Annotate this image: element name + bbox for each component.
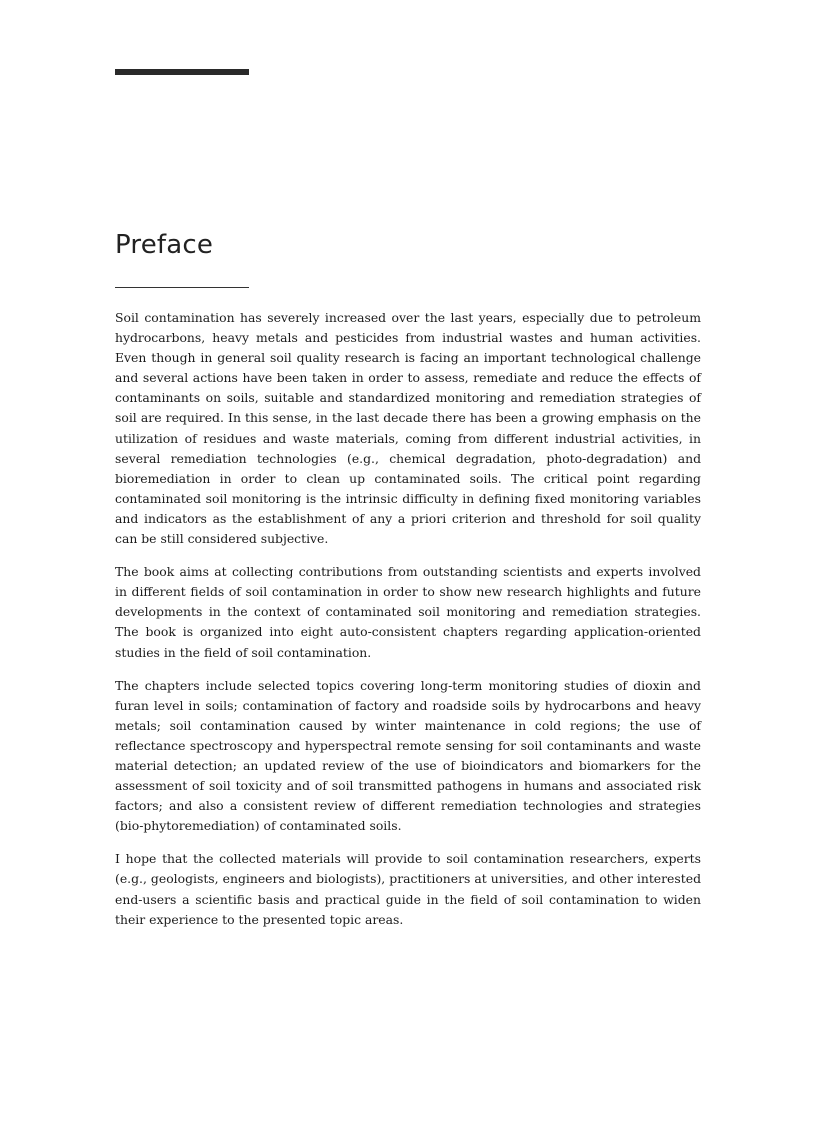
paragraph: The book aims at collecting contributions from outstanding scientists and experts involved in different fields of soil contamination in order to show new research highlights and future developments in the context of contaminated soil monitoring and remediation strategies. The book is organized into eight auto-consistent chapters regarding application-oriented studies in the field of soil contamination. xyxy=(115,564,701,660)
paragraph: I hope that the collected materials will provide to soil contamination researchers, experts (e.g., geologists, engineers and biologists), practitioners at universities, and other interested end-users a scientific basis and practical guide in the field of soil contamination to widen their experience to the presented topic areas. xyxy=(115,851,701,927)
preface-body xyxy=(115,308,701,943)
paragraph: Soil contamination has severely increased over the last years, especially due to petroleum hydrocarbons, heavy metals and pesticides from industrial wastes and human activities. Even though in general soil quality research is facing an important technological challenge and several actions have been taken in order to assess, remediate and reduce the effects of contaminants on soils, suitable and standardized monitoring and remediation strategies of soil are required. In this sense, in the last decade there has been a growing emphasis on the utilization of residues and waste materials, coming from different industrial activities, in several remediation technologies (e.g., chemical degradation, photo-degradation) and bioremediation in order to clean up contaminated soils. The critical point regarding contaminated soil monitoring is the intrinsic difficulty in defining fixed monitoring variables and indicators as the establishment of any a priori criterion and threshold for soil quality can be still considered subjective. xyxy=(115,310,701,547)
title-underline-rule xyxy=(115,287,249,288)
paragraph: The chapters include selected topics covering long-term monitoring studies of dioxin and furan level in soils; contamination of factory and roadside soils by hydrocarbons and heavy metals; soil contamination caused by winter maintenance in cold regions; the use of reflectance spectroscopy and hyperspectral remote sensing for soil contaminants and waste material detection; an updated review of the use of bioindicators and biomarkers for the assessment of soil toxicity and of soil transmitted pathogens in humans and associated risk factors; and also a consistent review of different remediation technologies and strategies (bio-phytoremediation) of contaminated soils. xyxy=(115,677,701,834)
top-decorative-rule xyxy=(115,69,249,75)
page-title: Preface xyxy=(115,230,214,260)
